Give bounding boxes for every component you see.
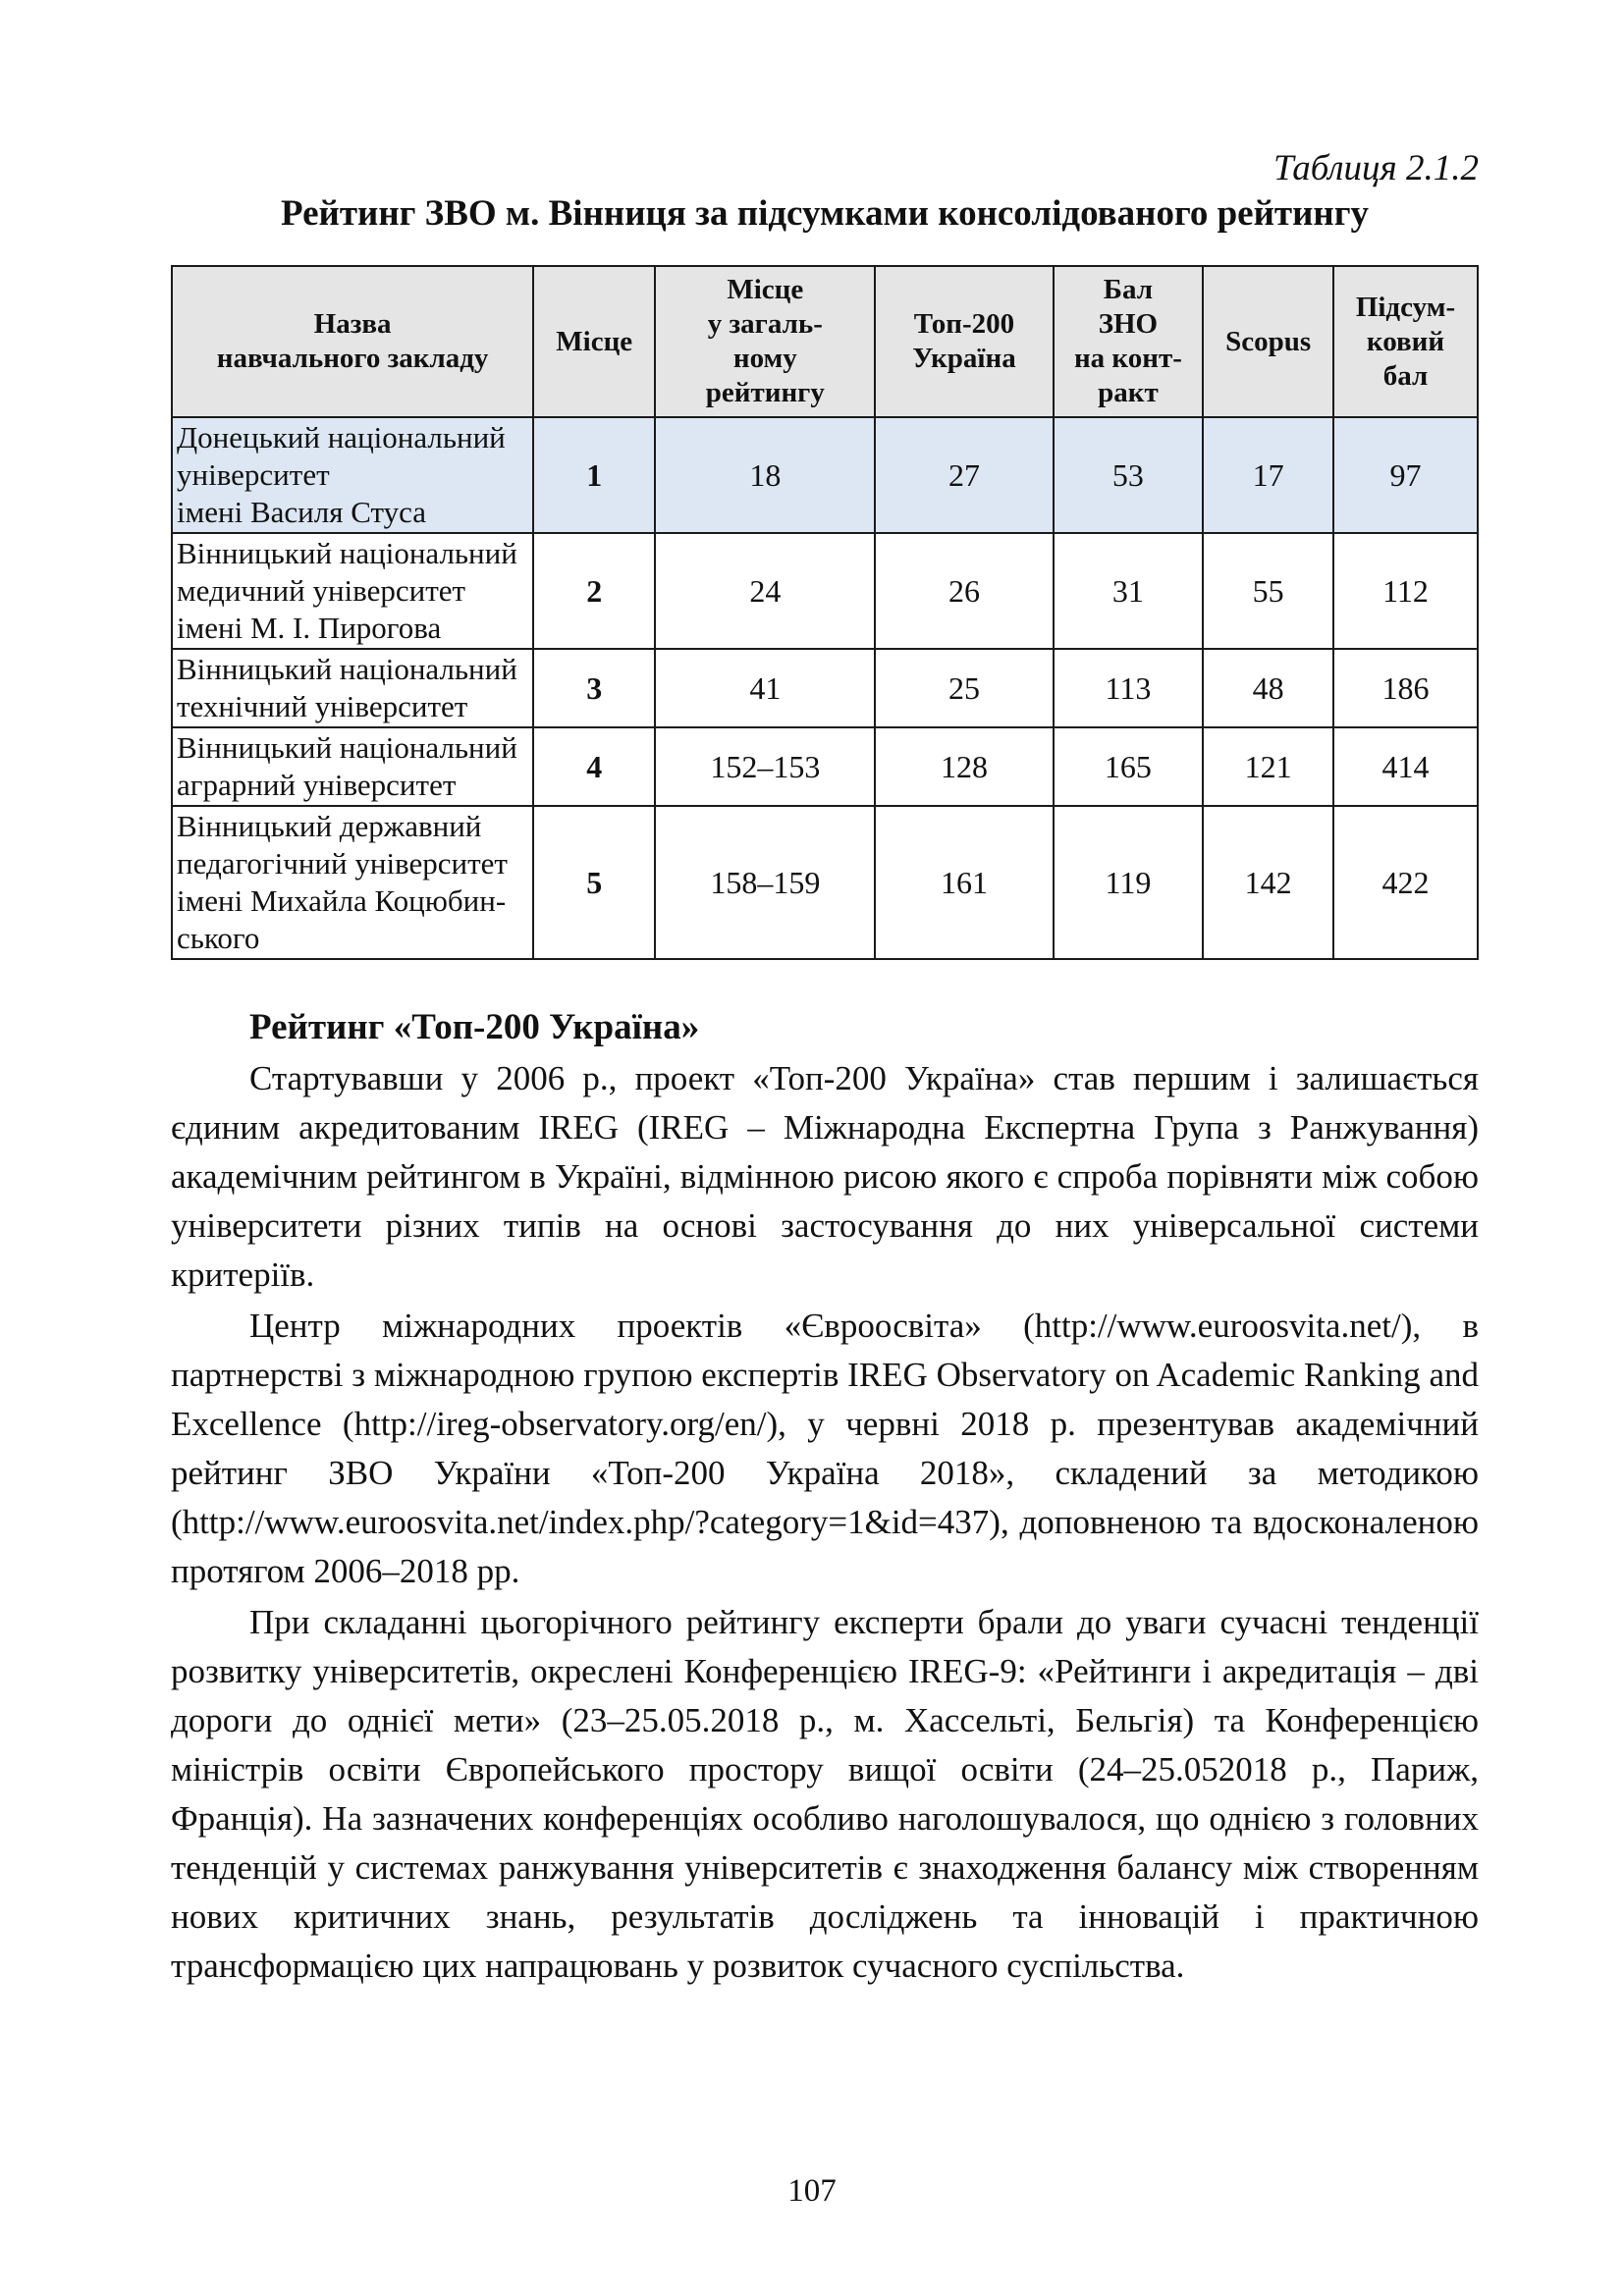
- cell-top200: 26: [875, 533, 1053, 649]
- cell-place: 5: [533, 806, 655, 959]
- header-total-score: Підсум- ковий бал: [1333, 266, 1478, 417]
- cell-overall-place: 158–159: [655, 806, 875, 959]
- cell-place: 2: [533, 533, 655, 649]
- cell-place: 3: [533, 649, 655, 727]
- cell-zno-score: 165: [1054, 727, 1204, 806]
- paragraph: Центр міжнародних проектів «Євроосвіта» (http://www.euroosvita.net/), в партнерстві з міжнародною групою експертів IREG Observatory on Academic Ranking and Excellence (http://ireg-observatory.org/en/), у червні 2018 р. презентував академічний рейтинг ЗВО України «Топ-200 Україна 2018», складений за методикою (http://www.euroosvita.net/index.php/?category=1&id=437), доповненою та вдосконаленою протягом 2006–2018 рр.: [171, 1307, 1479, 1590]
- page-number: 107: [787, 2173, 837, 2209]
- table-row: [172, 727, 1478, 806]
- cell-top200: 27: [875, 417, 1053, 533]
- cell-institution: Донецький національний університет імені Василя Стуса: [172, 417, 533, 533]
- table-header-row: [172, 266, 1478, 417]
- cell-institution: Вінницький національний аграрний університет: [172, 727, 533, 806]
- header-place: Місце: [533, 266, 655, 417]
- cell-overall-place: 152–153: [655, 727, 875, 806]
- table-number: Таблиця 2.1.2: [1272, 148, 1479, 188]
- cell-zno-score: 31: [1054, 533, 1204, 649]
- cell-total-score: 97: [1333, 417, 1478, 533]
- cell-total-score: 414: [1333, 727, 1478, 806]
- cell-institution: Вінницький національний технічний університет: [172, 649, 533, 727]
- table-row: [172, 806, 1478, 959]
- paragraph: При складанні цьогорічного рейтингу експерти брали до уваги сучасні тенденції розвитку університетів, окреслені Конференцією IREG-9: «Рейтинги і акредитація – дві дороги до однієї мети» (23–25.05.2018 р., м. Хассельті, Бельгія) та Конференцією міністрів освіти Європейського простору вищої освіти (24–25.052018 р., Париж, Франція). На зазначених конференціях особливо наголошувалося, що однією з головних тенденцій у системах ранжування університетів є знаходження балансу між створенням нових критичних знань, результатів досліджень та інновацій і практичною трансформацією цих напрацювань у розвиток сучасного суспільства.: [171, 1603, 1479, 1985]
- cell-zno-score: 53: [1054, 417, 1204, 533]
- header-institution: Назва навчального закладу: [172, 266, 533, 417]
- cell-top200: 128: [875, 727, 1053, 806]
- paragraph: Стартувавши у 2006 р., проект «Топ-200 Україна» став першим і залишається єдиним акредитованим IREG (IREG – Міжнародна Експертна Група з Ранжування) академічним рейтингом в Україні, відмінною рисою якого є спроба порівняти між собою університети різних типів на основі застосування до них універсальної системи критеріїв.: [171, 1059, 1479, 1294]
- cell-overall-place: 18: [655, 417, 875, 533]
- cell-place: 4: [533, 727, 655, 806]
- cell-scopus: 142: [1203, 806, 1333, 959]
- cell-total-score: 186: [1333, 649, 1478, 727]
- table-row: [172, 649, 1478, 727]
- cell-top200: 25: [875, 649, 1053, 727]
- cell-institution: Вінницький державний педагогічний університет імені Михайла Коцюбин- ського: [172, 806, 533, 959]
- cell-scopus: 55: [1203, 533, 1333, 649]
- cell-scopus: 17: [1203, 417, 1333, 533]
- cell-overall-place: 41: [655, 649, 875, 727]
- cell-total-score: 422: [1333, 806, 1478, 959]
- cell-institution: Вінницький національний медичний університет імені М. І. Пирогова: [172, 533, 533, 649]
- cell-overall-place: 24: [655, 533, 875, 649]
- header-top200: Топ-200 Україна: [875, 266, 1053, 417]
- cell-scopus: 121: [1203, 727, 1333, 806]
- cell-total-score: 112: [1333, 533, 1478, 649]
- cell-place: 1: [533, 417, 655, 533]
- cell-top200: 161: [875, 806, 1053, 959]
- page-content: [171, 147, 1479, 1991]
- header-zno-score: Бал ЗНО на конт- ракт: [1054, 266, 1204, 417]
- cell-scopus: 48: [1203, 649, 1333, 727]
- cell-zno-score: 113: [1054, 649, 1204, 727]
- table-row: [172, 533, 1478, 649]
- rating-table: [171, 265, 1479, 960]
- header-overall-place: Місце у загаль- ному рейтингу: [655, 266, 875, 417]
- section-title: Рейтинг «Топ-200 Україна»: [249, 1007, 700, 1047]
- table-title: Рейтинг ЗВО м. Вінниця за підсумками консолідованого рейтингу: [280, 193, 1370, 234]
- cell-zno-score: 119: [1054, 806, 1204, 959]
- header-scopus: Scopus: [1203, 266, 1333, 417]
- table-row: [172, 417, 1478, 533]
